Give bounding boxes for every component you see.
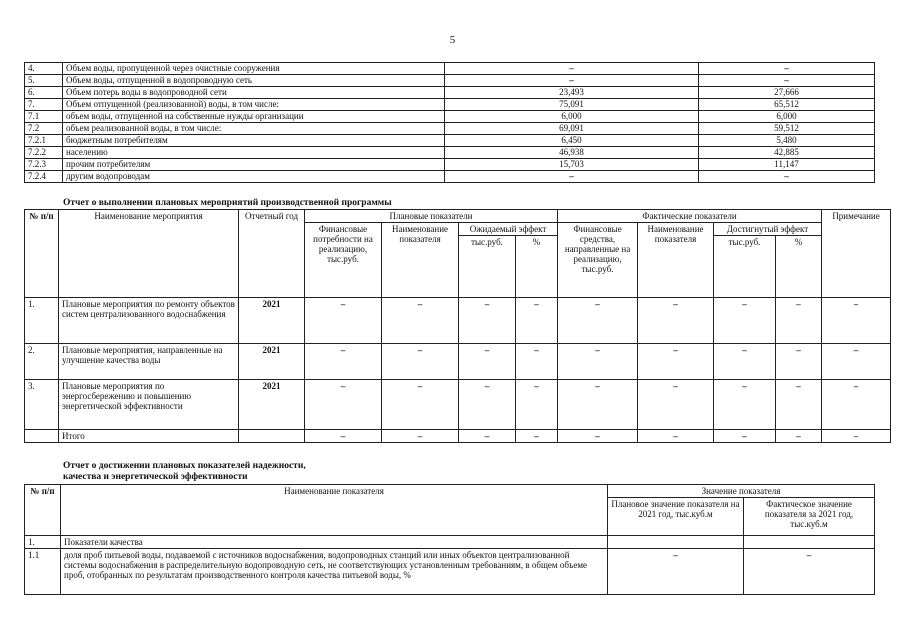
row-value-fact: – (699, 63, 875, 75)
row-dash-cell: – (714, 380, 776, 430)
t3-name-header: Наименование показателя (61, 485, 608, 536)
row-name: Объем воды, отпущенной в водопроводную сеть (63, 75, 445, 87)
row-year: 2021 (239, 298, 305, 344)
row-name: Объем потерь воды в водопроводной сети (63, 87, 445, 99)
col-year-header: Отчетный год (239, 210, 305, 298)
row-name: другим водопроводам (63, 171, 445, 183)
plan-effect-header: Ожидаемый эффект (459, 223, 558, 236)
table-row (25, 123, 875, 135)
row-year: 2021 (239, 344, 305, 380)
row-number: 3. (25, 380, 59, 430)
table-row (25, 159, 875, 171)
row-dash-cell: – (776, 380, 822, 430)
total-dash-cell: – (305, 430, 382, 443)
row-value-fact: 11,147 (699, 159, 875, 171)
row-value-plan: 6,450 (445, 135, 699, 147)
table-row (25, 111, 875, 123)
row-dash-cell: – (459, 298, 516, 344)
total-dash-cell: – (822, 430, 891, 443)
total-label: Итого (59, 430, 239, 443)
total-row (25, 430, 891, 443)
row-name: Объем воды, пропущенной через очистные сооружения (63, 63, 445, 75)
table-row (25, 171, 875, 183)
total-dash-cell: – (638, 430, 714, 443)
table-row (25, 147, 875, 159)
t3-row2-plan: – (608, 549, 744, 595)
row-number: 6. (25, 87, 63, 99)
row-dash-cell: – (822, 380, 891, 430)
row-dash-cell: – (459, 380, 516, 430)
row-value-plan: 46,938 (445, 147, 699, 159)
fact-header: Фактические показатели (558, 210, 822, 223)
t3-value-header: Значение показателя (608, 485, 875, 498)
row-dash-cell: – (638, 380, 714, 430)
row-value-plan: – (445, 171, 699, 183)
plan-fin-header: Финансовые потребности на реализацию, тыс.руб. (305, 223, 382, 298)
row-number: 7.1 (25, 111, 63, 123)
total-empty (239, 430, 305, 443)
row-dash-cell: – (305, 298, 382, 344)
row-value-fact: 42,885 (699, 147, 875, 159)
row-number: 1. (25, 298, 59, 344)
row-number: 7.2.4 (25, 171, 63, 183)
row-name: бюджетным потребителям (63, 135, 445, 147)
indicators-table (24, 484, 875, 595)
row-dash-cell: – (638, 344, 714, 380)
row-dash-cell: – (382, 344, 459, 380)
row-value-fact: – (699, 75, 875, 87)
row-year: 2021 (239, 380, 305, 430)
t3-row2-fact: – (744, 549, 875, 595)
table-row (25, 63, 875, 75)
total-dash-cell: – (558, 430, 638, 443)
table-row (25, 87, 875, 99)
row-dash-cell: – (516, 344, 558, 380)
section-title-indicators-1: Отчет о достижении плановых показателей надежности, (63, 461, 306, 471)
table-row (25, 75, 875, 87)
row-name: Плановые мероприятия по ремонту объектов систем централизованного водоснабжения (59, 298, 239, 344)
table-row (25, 135, 875, 147)
row-dash-cell: – (516, 380, 558, 430)
row-value-plan: – (445, 63, 699, 75)
col-num-header: № п/п (25, 210, 59, 298)
row-dash-cell: – (558, 380, 638, 430)
t3-row1-num: 1. (25, 536, 61, 549)
row-value-plan: – (445, 75, 699, 87)
note-header: Примечание (822, 210, 891, 298)
row-value-fact: 65,512 (699, 99, 875, 111)
fact-rub-header: тыс.руб. (714, 236, 776, 298)
row-name: Плановые мероприятия, направленные на улучшение качества воды (59, 344, 239, 380)
col-name-header: Наименование мероприятия (59, 210, 239, 298)
row-dash-cell: – (638, 298, 714, 344)
row-name: Плановые мероприятия по энергосбережению и повышению энергетической эффективности (59, 380, 239, 430)
t3-row1-name: Показатели качества (61, 536, 608, 549)
page-number: 5 (449, 34, 456, 46)
fact-indicator-header: Наименование показателя (638, 223, 714, 298)
row-dash-cell: – (382, 298, 459, 344)
section-title-indicators-2: качества и энергетической эффективности (63, 472, 248, 482)
row-value-plan: 15,703 (445, 159, 699, 171)
row-number: 4. (25, 63, 63, 75)
t3-num-header: № п/п (25, 485, 61, 536)
row-dash-cell: – (382, 380, 459, 430)
row-name: объем воды, отпущенной на собственные нужды организации (63, 111, 445, 123)
row-dash-cell: – (822, 344, 891, 380)
program-report-table (24, 209, 891, 443)
row-value-plan: 69,091 (445, 123, 699, 135)
fact-pct-header: % (776, 236, 822, 298)
t3-row2-name: доля проб питьевой воды, подаваемой с источников водоснабжения, водопроводных станций или иных объектов централизованной системы водоснабжения в распределительную водопроводную сеть, не соответствующих установленным требованиям, в общем объеме проб, отобранных по результатам производственного контроля качества питьевой воды, % (61, 549, 608, 595)
row-dash-cell: – (305, 380, 382, 430)
row-dash-cell: – (714, 344, 776, 380)
t3-plan-header: Плановое значение показателя на 2021 год, тыс.куб.м (608, 498, 744, 536)
total-dash-cell: – (382, 430, 459, 443)
row-value-fact: 6,000 (699, 111, 875, 123)
row-dash-cell: – (822, 298, 891, 344)
row-name: прочим потребителям (63, 159, 445, 171)
total-dash-cell: – (714, 430, 776, 443)
row-number: 7.2 (25, 123, 63, 135)
row-value-plan: 6,000 (445, 111, 699, 123)
plan-pct-header: % (516, 236, 558, 298)
row-dash-cell: – (459, 344, 516, 380)
section-title-program: Отчет о выполнении плановых мероприятий производственной программы (63, 198, 392, 208)
plan-header: Плановые показатели (305, 210, 558, 223)
row-dash-cell: – (558, 298, 638, 344)
row-name: Объем отпущенной (реализованной) воды, в том числе: (63, 99, 445, 111)
t3-row2-num: 1.1 (25, 549, 61, 595)
total-dash-cell: – (776, 430, 822, 443)
row-dash-cell: – (714, 298, 776, 344)
table-row (25, 380, 891, 430)
row-dash-cell: – (776, 344, 822, 380)
row-number: 5. (25, 75, 63, 87)
row-value-fact: 27,666 (699, 87, 875, 99)
total-empty (25, 430, 59, 443)
row-dash-cell: – (776, 298, 822, 344)
total-dash-cell: – (516, 430, 558, 443)
row-value-fact: 5,480 (699, 135, 875, 147)
row-name: населению (63, 147, 445, 159)
row-name: объем реализованной воды, в том числе: (63, 123, 445, 135)
row-dash-cell: – (516, 298, 558, 344)
table-row (25, 99, 875, 111)
row-dash-cell: – (305, 344, 382, 380)
total-dash-cell: – (459, 430, 516, 443)
fact-effect-header: Достигнутый эффект (714, 223, 822, 236)
row-value-plan: 23,493 (445, 87, 699, 99)
row-value-plan: 75,091 (445, 99, 699, 111)
table-row (25, 298, 891, 344)
row-number: 2. (25, 344, 59, 380)
row-dash-cell: – (558, 344, 638, 380)
row-number: 7. (25, 99, 63, 111)
water-volume-table (24, 62, 875, 183)
table-row (25, 344, 891, 380)
t3-fact-header: Фактическое значение показателя за 2021 год, тыс.куб.м (744, 498, 875, 536)
row-value-fact: 59,512 (699, 123, 875, 135)
fact-fin-header: Финансовые средства, направленные на реализацию, тыс.руб. (558, 223, 638, 298)
plan-rub-header: тыс.руб. (459, 236, 516, 298)
plan-indicator-header: Наименование показателя (382, 223, 459, 298)
row-value-fact: – (699, 171, 875, 183)
row-number: 7.2.2 (25, 147, 63, 159)
row-number: 7.2.3 (25, 159, 63, 171)
row-number: 7.2.1 (25, 135, 63, 147)
